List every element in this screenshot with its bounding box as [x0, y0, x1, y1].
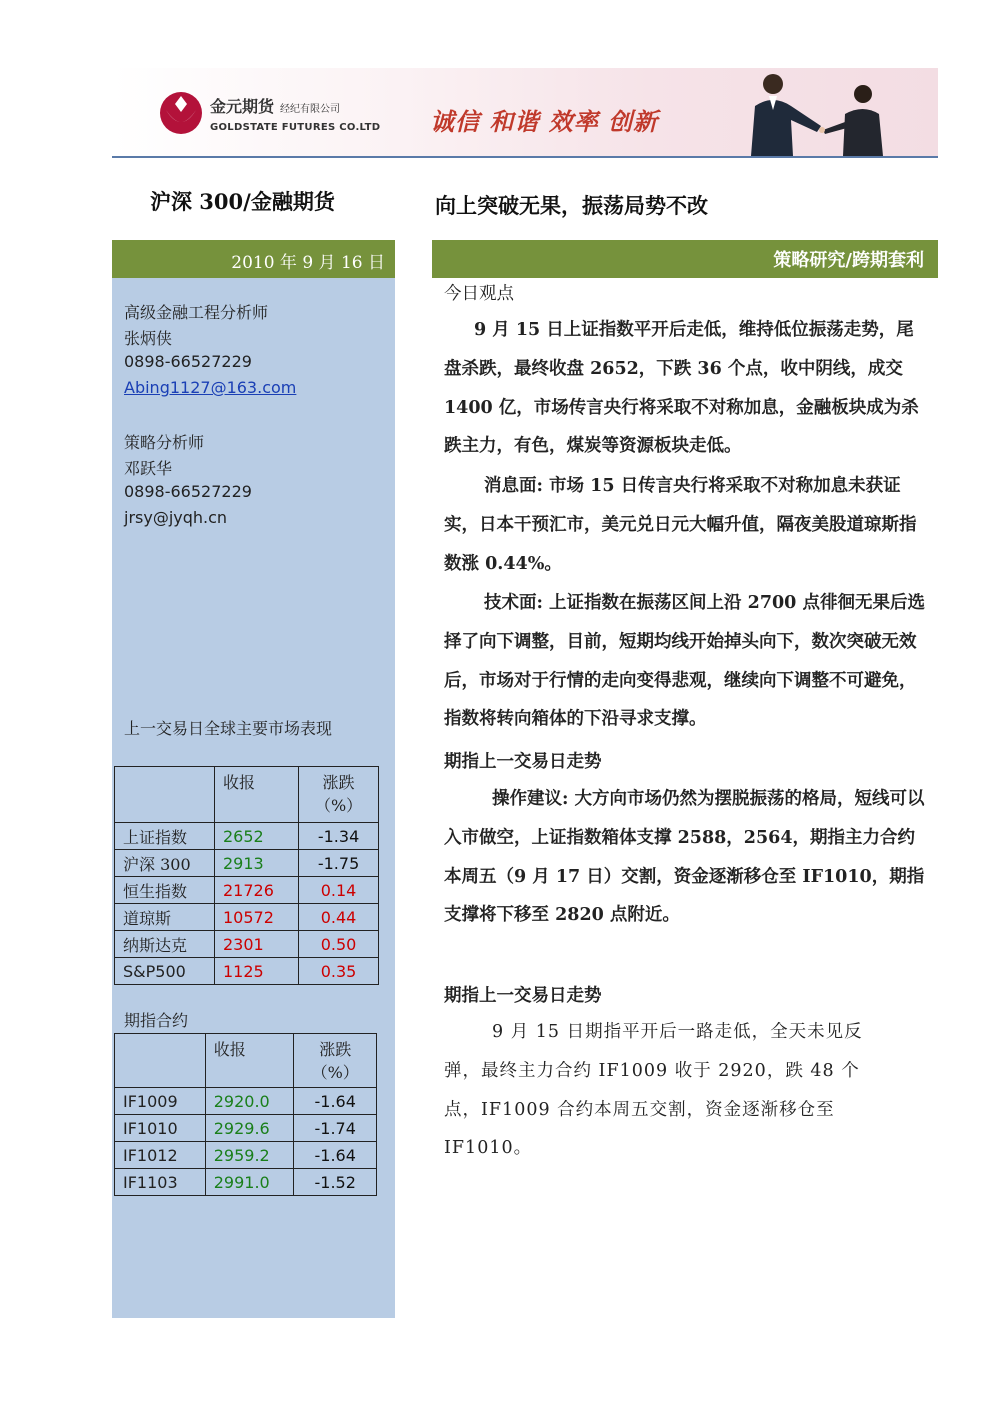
report-date: 2010 年 9 月 16 日	[231, 253, 385, 273]
market-change: 0.14	[299, 877, 379, 904]
company-name-suffix: 经纪有限公司	[280, 104, 341, 115]
market-name: 道琼斯	[115, 904, 215, 931]
contract-name: IF1010	[115, 1115, 206, 1142]
table-header-close: 收报	[214, 767, 298, 823]
paragraph-technical: 技术面: 上证指数在振荡区间上沿 2700 点徘徊无果后选择了向下调整，目前，短期均线开始掉头向下，数次突破无效后，市场对于行情的走向变得悲观，继续向下调整不可避免，指数将转向箱体的下沿寻求支撑。	[444, 593, 925, 730]
market-change: 0.44	[299, 904, 379, 931]
contract-change: -1.64	[294, 1088, 377, 1115]
futures-trend-heading: 期指上一交易日走势	[444, 752, 602, 772]
market-name: S&P500	[115, 958, 215, 985]
company-name-cn: 金元期货 经纪有限公司	[210, 97, 341, 116]
market-close: 2652	[214, 823, 298, 850]
market-name: 恒生指数	[115, 877, 215, 904]
date-bar	[112, 240, 395, 278]
market-change: 0.35	[299, 958, 379, 985]
analyst-name: 邓跃华	[124, 459, 173, 478]
report-main-title: 向上突破无果，振荡局势不改	[435, 193, 708, 218]
paragraph-strategy: 操作建议: 大方向市场仍然为摆脱振荡的格局，短线可以入市做空，上证指数箱体支撑 2588，2564，期指主力合约本周五（9 月 17 日）交割，资金逐渐移仓至 IF1010，期指支撑将下移至 2820 点附近。	[444, 789, 925, 926]
global-market-table	[114, 766, 379, 985]
market-close: 2913	[214, 850, 298, 877]
slogan: 诚信 和谐 效率 创新	[430, 108, 659, 136]
contract-close: 2920.0	[205, 1088, 294, 1115]
contract-change: -1.52	[294, 1169, 377, 1196]
analyst-phone: 0898-66527229	[124, 352, 252, 371]
futures-table	[114, 1033, 377, 1196]
table-row	[115, 1115, 377, 1142]
analyst-name: 张炳侠	[124, 329, 173, 348]
analyst-email: jrsy@jyqh.cn	[124, 508, 228, 527]
contract-name: IF1009	[115, 1088, 206, 1115]
table-header-cell	[115, 767, 215, 823]
market-name: 纳斯达克	[115, 931, 215, 958]
analyst-email-link[interactable]: Abing1127@163.com	[124, 378, 297, 397]
table-row	[115, 1088, 377, 1115]
market-close: 2301	[214, 931, 298, 958]
section-bar	[432, 240, 938, 278]
table-row	[115, 931, 379, 958]
company-logo-icon	[158, 90, 204, 136]
table-row	[115, 958, 379, 985]
futures-trend-heading-2: 期指上一交易日走势	[444, 986, 602, 1006]
table-row	[115, 904, 379, 931]
table-row	[115, 877, 379, 904]
contract-change: -1.64	[294, 1142, 377, 1169]
paragraph-market-summary: 9 月 15 日上证指数平开后走低，维持低位振荡走势，尾盘杀跌，最终收盘 2652，下跌 36 个点，收中阴线，成交 1400 亿，市场传言央行将采取不对称加息，金融板块成为杀跌主力，有色，煤炭等资源板块走低。	[444, 320, 919, 457]
market-name: 上证指数	[115, 823, 215, 850]
analyst-phone: 0898-66527229	[124, 482, 252, 501]
market-close: 10572	[214, 904, 298, 931]
analyst-title: 高级金融工程分析师	[124, 303, 269, 322]
paragraph-news: 消息面: 市场 15 日传言央行将采取不对称加息未获证实，日本干预汇市，美元兑日元大幅升值，隔夜美股道琼斯指数涨 0.44%。	[444, 476, 917, 574]
global-market-title: 上一交易日全球主要市场表现	[124, 719, 333, 738]
market-name: 沪深 300	[115, 850, 215, 877]
section-label: 策略研究/跨期套利	[773, 250, 924, 271]
table-header-close: 收报	[205, 1034, 294, 1088]
handshake-people-icon	[725, 70, 905, 156]
market-close: 21726	[214, 877, 298, 904]
table-header-change: 涨跌 （%）	[299, 767, 379, 823]
table-row	[115, 1142, 377, 1169]
table-row	[115, 1169, 377, 1196]
market-change: -1.75	[299, 850, 379, 877]
futures-title: 期指合约	[124, 1011, 189, 1030]
report-category-title: 沪深 300/金融期货	[150, 189, 335, 214]
table-row	[115, 823, 379, 850]
contract-change: -1.74	[294, 1115, 377, 1142]
market-change: -1.34	[299, 823, 379, 850]
today-view-heading: 今日观点	[444, 284, 514, 304]
contract-close: 2929.6	[205, 1115, 294, 1142]
analyst-title: 策略分析师	[124, 433, 205, 452]
table-header-cell	[115, 1034, 206, 1088]
table-row	[115, 850, 379, 877]
market-close: 1125	[214, 958, 298, 985]
table-header-change: 涨跌 （%）	[294, 1034, 377, 1088]
market-change: 0.50	[299, 931, 379, 958]
company-name-en: GOLDSTATE FUTURES CO.LTD	[210, 122, 381, 133]
contract-close: 2959.2	[205, 1142, 294, 1169]
sidebar	[112, 278, 395, 1318]
contract-name: IF1012	[115, 1142, 206, 1169]
header-divider	[112, 156, 938, 158]
contract-name: IF1103	[115, 1169, 206, 1196]
contract-close: 2991.0	[205, 1169, 294, 1196]
paragraph-futures-trend: 9 月 15 日期指平开后一路走低，全天未见反弹，最终主力合约 IF1009 收于 2920，跌 48 个点，IF1009 合约本周五交割，资金逐渐移仓至 IF1010。	[444, 1022, 863, 1159]
